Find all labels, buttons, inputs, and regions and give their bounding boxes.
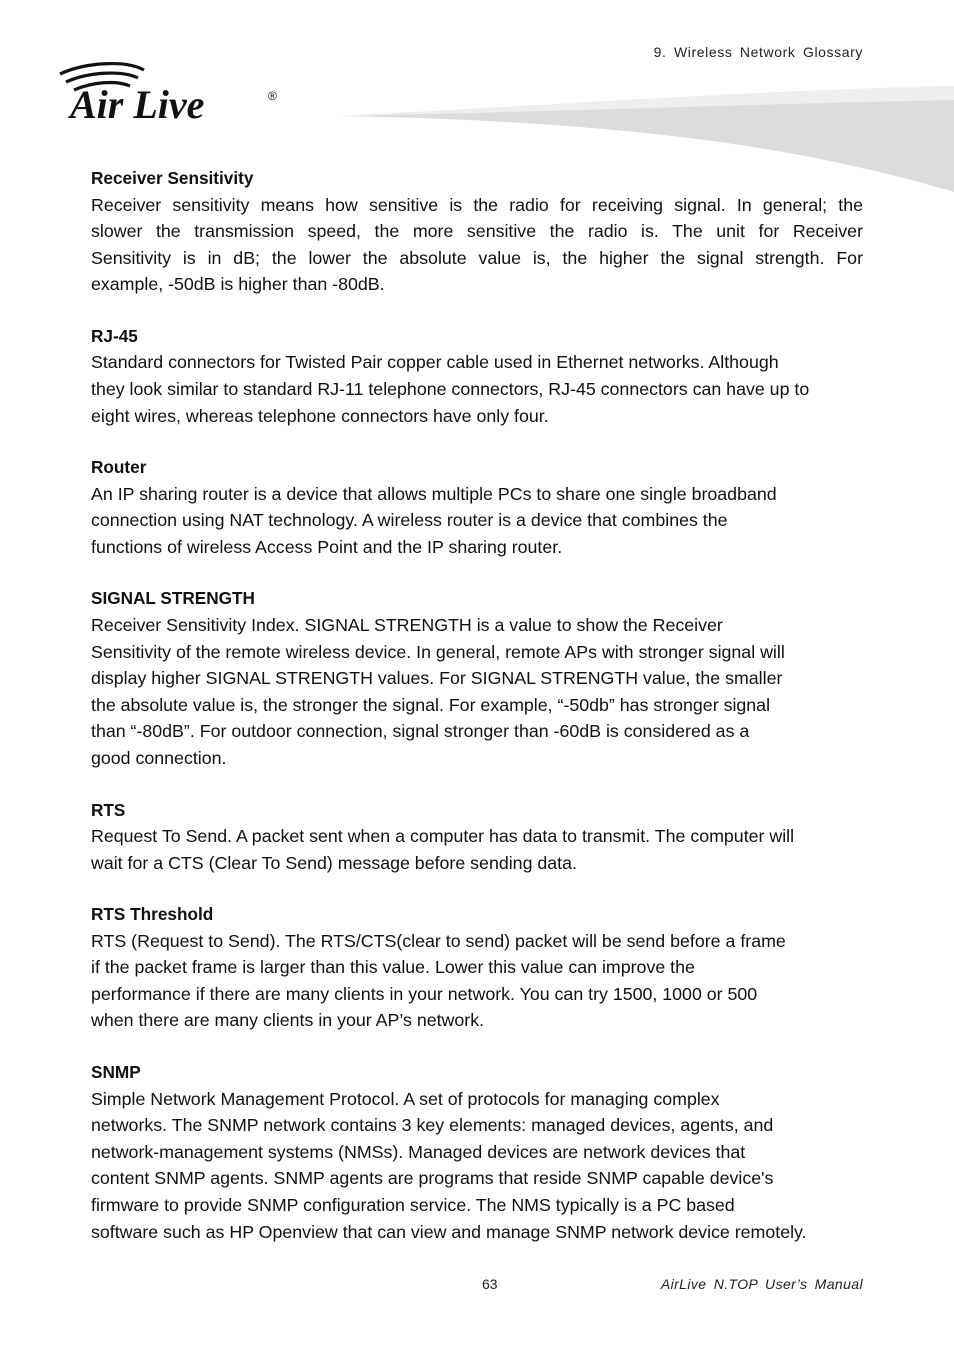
definition-line: slower the transmission speed, the more sensitive the radio is. The unit for Receiver bbox=[91, 221, 863, 242]
definition-line: software such as HP Openview that can view and manage SNMP network device remotely. bbox=[91, 1221, 807, 1242]
glossary-term: Router bbox=[91, 457, 147, 478]
definition-line: example, -50dB is higher than -80dB. bbox=[91, 274, 385, 295]
definition-line: good connection. bbox=[91, 747, 227, 768]
definition-line: RTS (Request to Send). The RTS/CTS(clear to send) packet will be send before a frame bbox=[91, 930, 786, 951]
definition-line: networks. The SNMP network contains 3 key elements: managed devices, agents, and bbox=[91, 1115, 774, 1136]
definition-line: they look similar to standard RJ-11 telephone connectors, RJ-45 connectors can have up to bbox=[91, 378, 810, 399]
glossary-entry bbox=[91, 165, 863, 298]
glossary-entry bbox=[91, 901, 863, 1034]
glossary-term: RTS bbox=[91, 799, 126, 820]
definition-line: connection using NAT technology. A wireless router is a device that combines the bbox=[91, 510, 728, 531]
glossary-term: Receiver Sensitivity bbox=[91, 168, 254, 188]
glossary-definition bbox=[91, 823, 863, 876]
glossary-definition bbox=[91, 1086, 863, 1246]
glossary-definition bbox=[91, 481, 863, 561]
definition-line: Standard connectors for Twisted Pair copper cable used in Ethernet networks. Although bbox=[91, 352, 779, 373]
definition-line: functions of wireless Access Point and the IP sharing router. bbox=[91, 536, 563, 557]
glossary-definition bbox=[91, 349, 863, 429]
definition-line: firmware to provide SNMP configuration service. The NMS typically is a PC based bbox=[91, 1194, 735, 1215]
header-section-title: 9. Wireless Network Glossary bbox=[653, 44, 863, 60]
definition-line: network-management systems (NMSs). Managed devices are network devices that bbox=[91, 1141, 746, 1162]
definition-line: the absolute value is, the stronger the signal. For example, “-50db” has stronger signal bbox=[91, 694, 771, 715]
definition-line: display higher SIGNAL STRENGTH values. For SIGNAL STRENGTH value, the smaller bbox=[91, 668, 783, 689]
definition-line: if the packet frame is larger than this value. Lower this value can improve the bbox=[91, 957, 695, 978]
glossary-entry bbox=[91, 454, 863, 560]
definition-line: Simple Network Management Protocol. A set of protocols for managing complex bbox=[91, 1088, 720, 1109]
glossary-term: SNMP bbox=[91, 1062, 141, 1083]
page-number: 63 bbox=[482, 1276, 498, 1292]
glossary-term: RTS Threshold bbox=[91, 904, 214, 925]
glossary-content bbox=[91, 165, 863, 1270]
definition-line: than “-80dB”. For outdoor connection, signal stronger than -60dB is considered as a bbox=[91, 721, 750, 742]
definition-line: Sensitivity of the remote wireless device. In general, remote APs with stronger signal will bbox=[91, 641, 785, 662]
glossary-entry bbox=[91, 1059, 863, 1245]
definition-line: content SNMP agents. SNMP agents are programs that reside SNMP capable device's bbox=[91, 1168, 774, 1189]
glossary-entry bbox=[91, 797, 863, 877]
glossary-entry bbox=[91, 585, 863, 771]
glossary-entry bbox=[91, 323, 863, 429]
registered-mark: ® bbox=[268, 89, 277, 103]
definition-line: when there are many clients in your AP’s network. bbox=[91, 1010, 485, 1031]
glossary-term: SIGNAL STRENGTH bbox=[91, 588, 255, 609]
airlive-logo bbox=[56, 60, 286, 124]
definition-line: Request To Send. A packet sent when a computer has data to transmit. The computer will bbox=[91, 826, 795, 846]
definition-line: performance if there are many clients in your network. You can try 1500, 1000 or 500 bbox=[91, 983, 758, 1004]
glossary-definition bbox=[91, 612, 863, 772]
glossary-term: RJ-45 bbox=[91, 325, 138, 346]
glossary-definition bbox=[91, 192, 863, 298]
logo-wordmark: Air Live bbox=[70, 82, 205, 124]
glossary-definition bbox=[91, 928, 863, 1034]
manual-title: AirLive N.TOP User’s Manual bbox=[660, 1276, 863, 1292]
definition-line: eight wires, whereas telephone connectors have only four. bbox=[91, 405, 549, 426]
definition-line: Receiver sensitivity means how sensitive is the radio for receiving signal. In general; the bbox=[91, 194, 863, 215]
definition-line: Sensitivity is in dB; the lower the absolute value is, the higher the signal strength. For bbox=[91, 247, 863, 268]
definition-line: Receiver Sensitivity Index. SIGNAL STRENGTH is a value to show the Receiver bbox=[91, 614, 723, 635]
definition-line: An IP sharing router is a device that allows multiple PCs to share one single broadband bbox=[91, 483, 777, 504]
definition-line: wait for a CTS (Clear To Send) message before sending data. bbox=[91, 852, 577, 873]
